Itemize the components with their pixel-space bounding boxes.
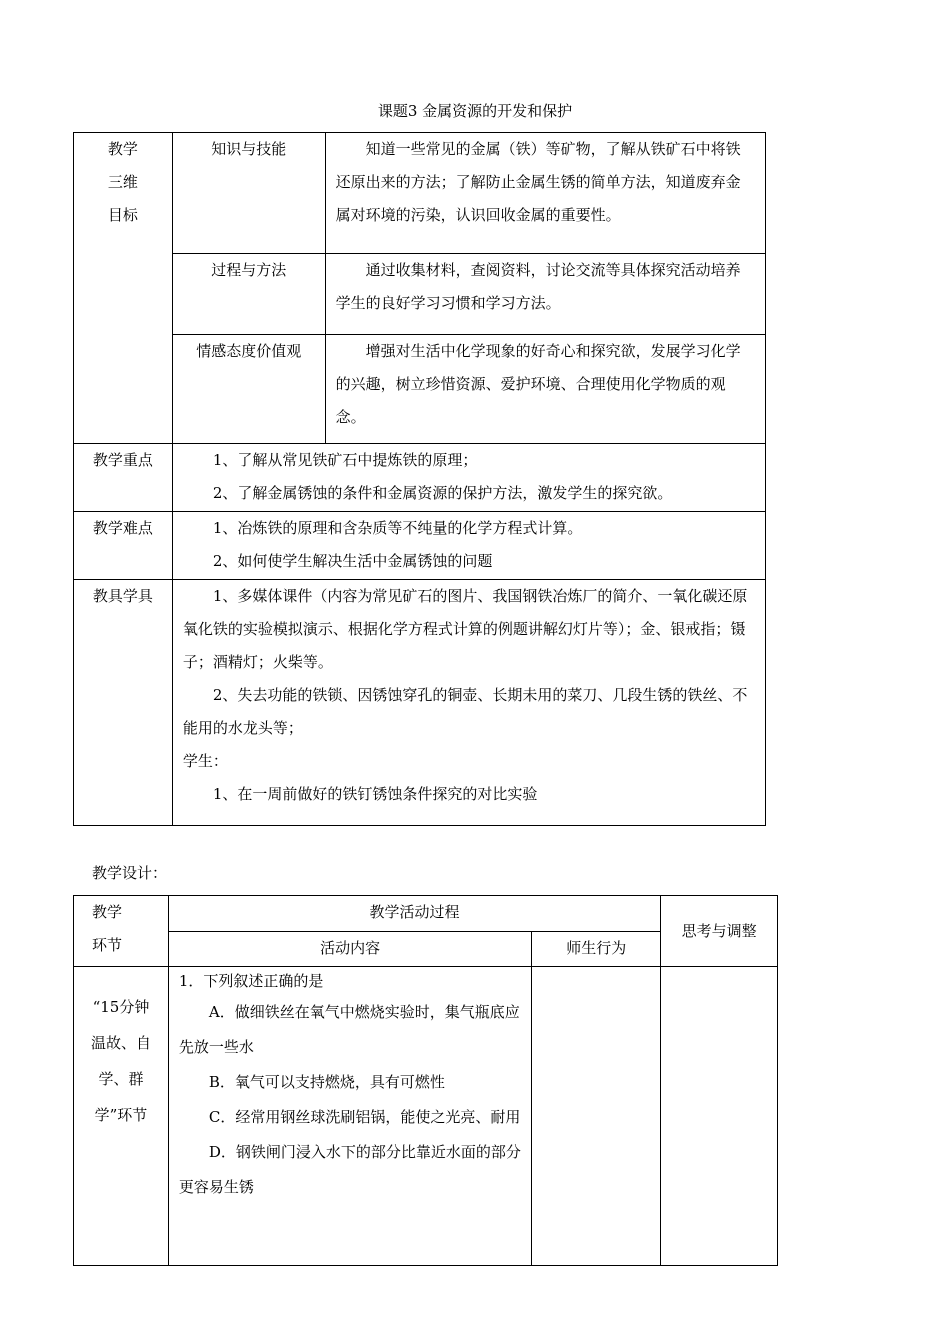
tools-item-1: 1、多媒体课件（内容为常见矿石的图片、我国钢铁冶炼厂的简介、一氧化碳还原氧化铁的实验模拟演示、根据化学方程式计算的例题讲解幻灯片等）；金、银戒指；镊子；酒精灯；火柴等。 [182, 587, 748, 671]
key-point-item: 2、了解金属锈蚀的条件和金属资源的保护方法，激发学生的探究欲。 [212, 484, 673, 502]
difficulties-label: 教学难点 [74, 512, 173, 580]
tools-student-label: 学生： [182, 752, 228, 770]
difficulty-item: 2、如何使学生解决生活中金属锈蚀的问题 [212, 552, 493, 570]
option-c: C．经常用钢丝球洗刷铝锅，能使之光亮、耐用 [208, 1108, 521, 1126]
objective-text-attitude: 增强对生活中化学现象的好奇心和探究欲，发展学习化学的兴趣，树立珍惜资源、爱护环境、合理使用化学物质的观念。 [325, 335, 765, 444]
option-a: A．做细铁丝在氧气中燃烧实验时，集气瓶底应先放一些水 [178, 1003, 520, 1056]
option-b: B．氧气可以支持燃烧，具有可燃性 [208, 1073, 445, 1091]
reflection-header: 思考与调整 [661, 896, 778, 967]
activity-content [168, 967, 531, 1266]
difficulties-content [172, 512, 765, 580]
document-title: 课题3 金属资源的开发和保护 [377, 102, 573, 120]
reflection-cell [661, 967, 778, 1266]
objective-name-attitude: 情感态度价值观 [172, 335, 325, 444]
stage-name: “15分钟 温故、自 学、群 学”环节 [74, 967, 169, 1266]
objective-text-process: 通过收集材料，查阅资料，讨论交流等具体探究活动培养学生的良好学习习惯和学习方法。 [325, 254, 765, 335]
tools-label: 教具学具 [74, 580, 173, 826]
process-header: 教学活动过程 [168, 896, 660, 932]
difficulty-item: 1、冶炼铁的原理和含杂质等不纯量的化学方程式计算。 [212, 519, 583, 537]
stage-header: 教学 环节 [74, 896, 169, 967]
key-point-item: 1、了解从常见铁矿石中提炼铁的原理； [212, 451, 478, 469]
key-points-label: 教学重点 [74, 444, 173, 512]
tools-item-3: 1、在一周前做好的铁钉锈蚀条件探究的对比实验 [212, 785, 538, 803]
objective-name-process: 过程与方法 [172, 254, 325, 335]
objective-name-knowledge: 知识与技能 [172, 133, 325, 254]
objectives-table [73, 132, 766, 826]
tools-content [172, 580, 765, 826]
objectives-label: 教学 三维 目标 [74, 133, 173, 444]
design-table [73, 895, 778, 1266]
behavior-header: 师生行为 [532, 932, 661, 967]
tools-item-2: 2、失去功能的铁锁、因锈蚀穿孔的铜壶、长期未用的菜刀、几段生锈的铁丝、不能用的水龙头等； [182, 686, 748, 737]
option-d: D．钢铁闸门浸入水下的部分比靠近水面的部分更容易生锈 [178, 1143, 521, 1196]
question-text: 1．下列叙述正确的是 [178, 972, 324, 990]
key-points-content [172, 444, 765, 512]
content-header: 活动内容 [168, 932, 531, 967]
design-label: 教学设计： [92, 864, 168, 882]
objective-text-knowledge: 知道一些常见的金属（铁）等矿物，了解从铁矿石中将铁还原出来的方法；了解防止金属生锈的简单方法，知道废弃金属对环境的污染，认识回收金属的重要性。 [325, 133, 765, 254]
behavior-cell [532, 967, 661, 1266]
